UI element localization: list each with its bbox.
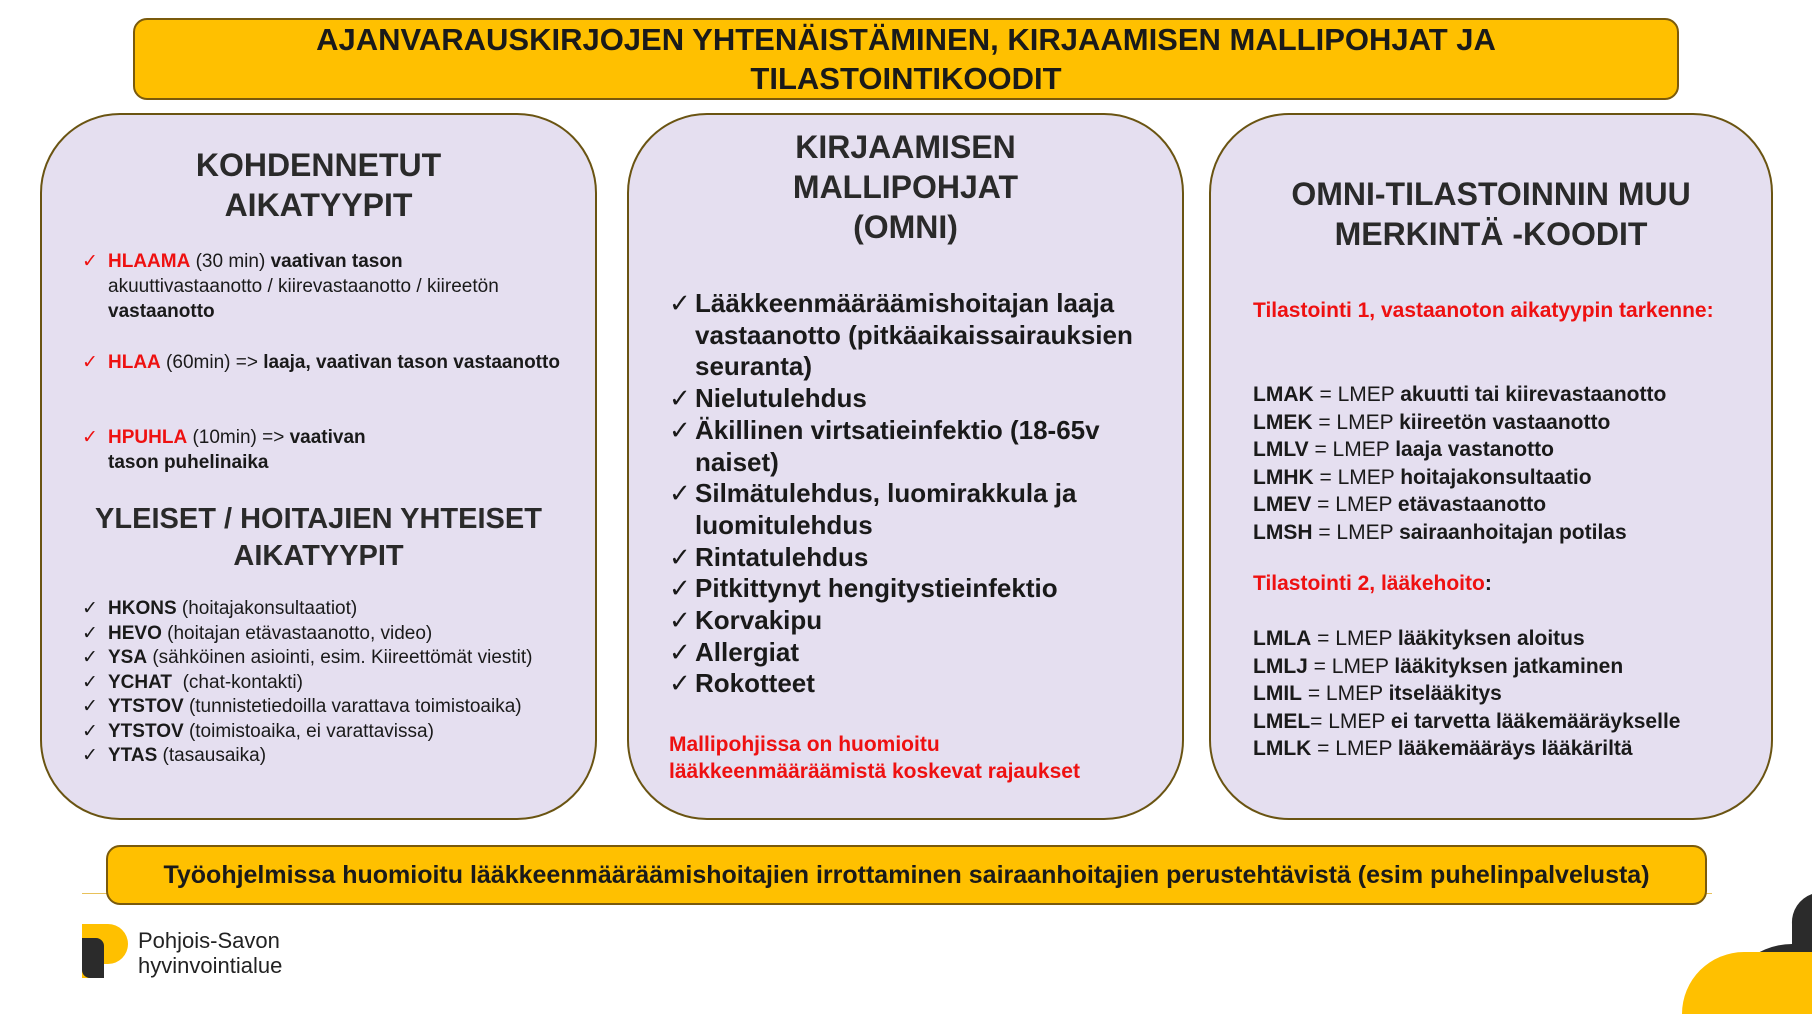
page-title: AJANVARAUSKIRJOJEN YHTENÄISTÄMINEN, KIRJAAMISEN MALLIPOHJAT JA TILASTOINTIKOODIT xyxy=(316,22,1496,96)
organization-name: Pohjois-Savon hyvinvointialue xyxy=(138,928,283,978)
checkmark-icon: ✓ xyxy=(669,478,691,509)
footer-banner xyxy=(106,845,1707,905)
list-item: LMEL= LMEP ei tarvetta lääkemääräykselle xyxy=(1253,709,1681,733)
list-item: ✓ HLAAMA (30 min) vaativan tason akuuttivastaanotto / kiirevastaanotto / kiireetön vastaanotto xyxy=(82,251,499,322)
checkmark-icon: ✓ xyxy=(82,647,98,668)
list-item: ✓ HPUHLA (10min) => vaativan tason puhelinaika xyxy=(82,427,366,473)
panel-appointment-types xyxy=(40,113,597,820)
checkmark-icon: ✓ xyxy=(82,251,98,272)
list-item: ✓ Rokotteet xyxy=(669,668,815,699)
codes-list-2 xyxy=(1253,625,1753,763)
checkmark-icon: ✓ xyxy=(82,696,98,717)
checkmark-icon: ✓ xyxy=(669,668,691,699)
list-item: ✓ Korvakipu xyxy=(669,605,823,636)
checkmark-icon: ✓ xyxy=(82,352,98,373)
list-item: LMLJ = LMEP lääkityksen jatkaminen xyxy=(1253,654,1624,678)
list-item: ✓ Nielutulehdus xyxy=(669,383,867,414)
list-item: ✓ Allergiat xyxy=(669,636,800,667)
templates-note: Mallipohjissa on huomioitu lääkkeenmääräämistä koskevat rajaukset xyxy=(669,733,1080,783)
panel-title-general: YLEISET / HOITAJIEN YHTEISET AIKATYYPIT xyxy=(95,503,542,572)
checkmark-icon: ✓ xyxy=(669,541,691,572)
list-item: LMLK = LMEP lääkemääräys lääkäriltä xyxy=(1253,737,1633,760)
panel-statistics-codes xyxy=(1209,113,1773,820)
list-item: ✓ Rintatulehdus xyxy=(669,541,869,572)
list-item: ✓ YSA (sähköinen asiointi, esim. Kiireettömät viestit) xyxy=(82,646,572,671)
checkmark-icon: ✓ xyxy=(669,636,691,667)
list-item: ✓ Silmätulehdus, luomirakkula ja luomitulehdus xyxy=(669,478,1077,540)
list-item: ✓ YCHAT (chat-kontakti) xyxy=(82,671,572,696)
list-item: ✓ Pitkittynyt hengitystieinfektio xyxy=(669,573,1058,604)
checkmark-icon: ✓ xyxy=(82,427,98,448)
page-title-banner xyxy=(133,18,1679,100)
list-item: LMAK = LMEP akuutti tai kiirevastaanotto xyxy=(1253,383,1667,406)
checkmark-icon: ✓ xyxy=(82,622,98,644)
list-item: ✓ HLAA (60min) => laaja, vaativan tason vastaanotto xyxy=(82,352,560,373)
codes-list-1 xyxy=(1253,381,1753,546)
panel-title-targeted: KOHDENNETUT AIKATYYPIT xyxy=(195,147,442,223)
list-item: LMEK = LMEP kiireetön vastaanotto xyxy=(1253,410,1611,434)
checkmark-icon: ✓ xyxy=(82,598,98,619)
panel-title-codes: OMNI-TILASTOINNIN MUU MERKINTÄ -KOODIT xyxy=(1291,176,1691,252)
list-item: ✓ YTAS (tasausaika) xyxy=(82,744,572,769)
list-item: LMLV = LMEP laaja vastanotto xyxy=(1253,438,1554,461)
panel-documentation-templates xyxy=(627,113,1184,820)
list-item: ✓ YTSTOV (toimistoaika, ei varattavissa) xyxy=(82,720,572,745)
organization-logo-icon xyxy=(82,924,128,978)
corner-decoration-icon xyxy=(1682,894,1812,1014)
checkmark-icon: ✓ xyxy=(669,288,691,318)
statistics-heading-2: Tilastointi 2, lääkehoito: xyxy=(1253,572,1492,595)
checkmark-icon: ✓ xyxy=(82,720,98,742)
list-item: LMLA = LMEP lääkityksen aloitus xyxy=(1253,627,1585,650)
general-types-list xyxy=(82,597,572,769)
list-item: ✓ Äkillinen virtsatieinfektio (18-65v naiset) xyxy=(669,414,1100,477)
checkmark-icon: ✓ xyxy=(82,671,98,693)
list-item: LMSH = LMEP sairaanhoitajan potilas xyxy=(1253,520,1627,544)
checkmark-icon: ✓ xyxy=(82,745,98,766)
checkmark-icon: ✓ xyxy=(669,605,691,636)
panel-title-templates: KIRJAAMISEN MALLIPOHJAT (OMNI) xyxy=(792,129,1019,245)
list-item: ✓ Lääkkeenmääräämishoitajan laaja vastaanotto (pitkäaikaissairauksien seuranta) xyxy=(669,288,1133,382)
list-item: ✓ HEVO (hoitajan etävastaanotto, video) xyxy=(82,622,572,647)
statistics-heading-1: Tilastointi 1, vastaanoton aikatyypin tarkenne: xyxy=(1253,299,1714,322)
footer-banner-text: Työohjelmissa huomioitu lääkkeenmääräämishoitajien irrottaminen sairaanhoitajien perustehtävistä (esim puhelinpalvelusta) xyxy=(163,861,1650,889)
checkmark-icon: ✓ xyxy=(669,383,691,414)
list-item: LMEV = LMEP etävastaanotto xyxy=(1253,493,1547,516)
list-item: ✓ YTSTOV (tunnistetiedoilla varattava toimistoaika) xyxy=(82,695,572,720)
list-item: LMIL = LMEP itselääkitys xyxy=(1253,682,1502,705)
checkmark-icon: ✓ xyxy=(669,573,691,604)
list-item: LMHK = LMEP hoitajakonsultaatio xyxy=(1253,465,1592,489)
list-item: ✓ HKONS (hoitajakonsultaatiot) xyxy=(82,597,572,622)
templates-list xyxy=(669,288,1169,700)
checkmark-icon: ✓ xyxy=(669,414,691,445)
